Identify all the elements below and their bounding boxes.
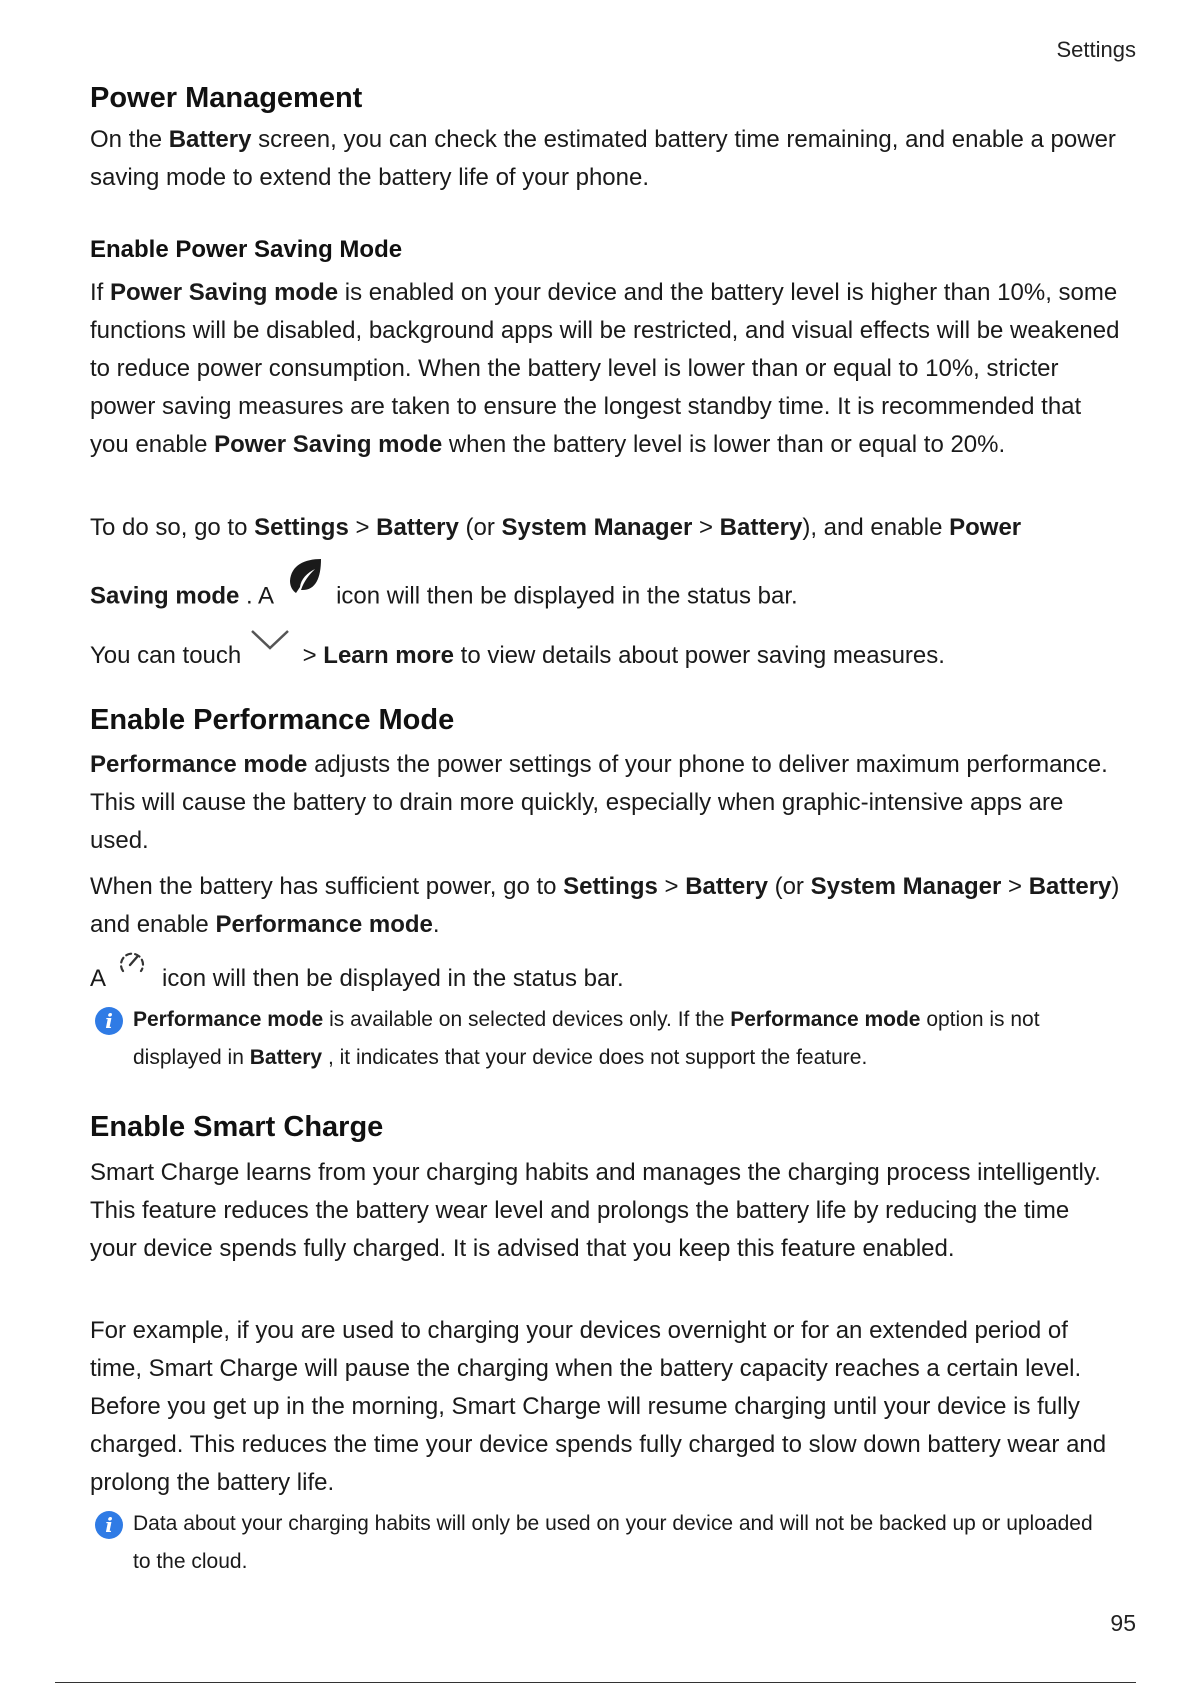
info-icon: i — [95, 1007, 123, 1035]
power-saving-paragraph: If Power Saving mode is enabled on your device and the battery level is higher than 10%, some functions will be disabled, background apps will be restricted, and visual effects will be weakened to reduce power consumption. When the battery level is lower than or equal to 10%, stricter power saving measures are taken to ensure the longest standby time. It is recommended that you enable Power Saving mode when the battery level is lower than or equal to 20%. — [90, 279, 1120, 458]
performance-steps-paragraph: When the battery has sufficient power, go to Settings > Battery (or System Manager > Battery) and enable Performance mode. — [90, 873, 1120, 938]
section-title-smart-charge: Enable Smart Charge — [90, 1111, 384, 1143]
power-saving-steps-line2: Saving mode . A icon will then be displayed in the status bar. — [90, 571, 1120, 623]
footer-divider — [55, 1682, 1136, 1683]
performance-icon-paragraph: A icon will then be displayed in the status bar. — [90, 960, 1120, 999]
section-title-performance: Enable Performance Mode — [90, 704, 455, 736]
page-number: 95 — [1110, 1610, 1136, 1636]
subsection-title-power-saving: Enable Power Saving Mode — [90, 236, 403, 263]
intro-paragraph: On the Battery screen, you can check the estimated battery time remaining, and enable a power saving mode to extend the battery life of your phone. — [90, 126, 1116, 191]
smart-charge-note: i Data about your charging habits will only be used on your device and will not be backed up or uploaded to the cloud. — [95, 1505, 1105, 1581]
performance-paragraph: Performance mode adjusts the power settings of your phone to deliver maximum performance. This will cause the battery to drain more quickly, especially when graphic-intensive apps are used. — [90, 751, 1108, 854]
power-saving-steps-line1: To do so, go to Settings > Battery (or System Manager > Battery), and enable Power — [90, 514, 1022, 541]
leaf-icon — [287, 557, 323, 609]
smart-charge-paragraph-2: For example, if you are used to charging your devices overnight or for an extended period of time, Smart Charge will pause the charging when the battery capacity reaches a certain level. Before you get up in the morning, Smart Charge will resume charging until your device is fully charged. This reduces the time your device spends fully charged to slow down battery wear and prolong the battery life. — [90, 1317, 1107, 1496]
performance-icon — [117, 949, 147, 987]
learn-more-paragraph: You can touch > Learn more to view details about power saving measures. — [90, 637, 1120, 676]
section-title-power-management: Power Management — [90, 82, 363, 114]
info-icon: i — [95, 1511, 123, 1539]
smart-charge-paragraph-1: Smart Charge learns from your charging habits and manages the charging process intelligently. This feature reduces the battery wear level and prolongs the battery life by reducing the time your device spends fully charged. It is advised that you keep this feature enabled. — [90, 1159, 1101, 1262]
chevron-down-icon — [250, 626, 290, 664]
performance-note: i Performance mode is available on selected devices only. If the Performance mode option is not displayed in Battery , it indicates that your device does not support the feature. — [95, 1001, 1105, 1077]
running-header: Settings — [1056, 37, 1136, 62]
